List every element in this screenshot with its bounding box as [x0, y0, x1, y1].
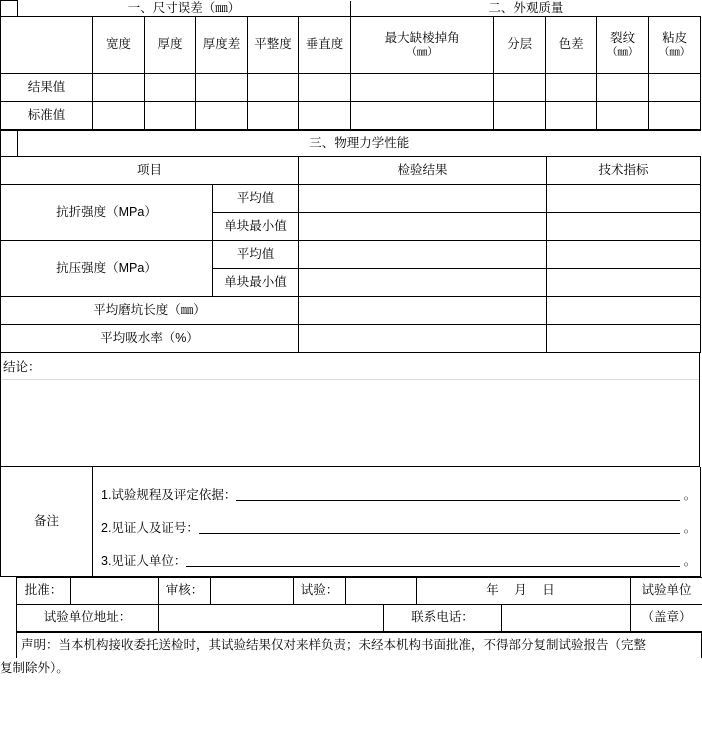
result-value-row	[1, 74, 701, 102]
remark-2-label: 2.见证人及证号：	[101, 520, 199, 535]
remarks-table	[0, 467, 701, 577]
cell-result-delamination[interactable]	[494, 74, 546, 102]
cell-standard-crack[interactable]	[597, 102, 649, 130]
mechanical-table	[0, 130, 701, 353]
row-wear-groove	[1, 297, 701, 325]
remark-2-input[interactable]	[199, 532, 680, 534]
declaration-line-2: 复制除外）。	[0, 660, 69, 675]
remarks-content	[93, 467, 701, 577]
phone-label: 联系电话：	[384, 605, 502, 632]
remark-item-1	[101, 471, 700, 504]
cell-result-crack[interactable]	[597, 74, 649, 102]
section-title-row	[1, 1, 701, 17]
spec-flexural-min[interactable]	[547, 213, 701, 241]
cell-result-max-chipping[interactable]	[351, 74, 494, 102]
cell-result-sticking[interactable]	[649, 74, 701, 102]
header-item: 项目	[1, 157, 299, 185]
phone-value[interactable]	[502, 605, 631, 632]
section-3-title: 三、物理力学性能	[18, 131, 701, 157]
standard-value-row	[1, 102, 701, 130]
remark-1-input[interactable]	[236, 499, 680, 501]
col-header-flatness: 平整度	[248, 17, 299, 74]
col-header-thickness-diff: 厚度差	[196, 17, 248, 74]
remarks-label: 备注	[1, 467, 93, 577]
row-label-standard: 标准值	[1, 102, 93, 130]
cell-result-perpendicularity[interactable]	[299, 74, 351, 102]
cell-standard-perpendicularity[interactable]	[299, 102, 351, 130]
result-compressive-min[interactable]	[299, 269, 547, 297]
result-flexural-average[interactable]	[299, 185, 547, 213]
dimension-appearance-table	[0, 0, 701, 130]
remark-2-terminator: 。	[683, 520, 697, 535]
remark-3-terminator: 。	[683, 553, 697, 568]
address-value[interactable]	[159, 605, 384, 632]
item-compressive-strength: 抗压强度（MPa）	[1, 241, 213, 297]
header-test-result: 检验结果	[299, 157, 547, 185]
approve-value[interactable]	[71, 578, 159, 605]
declaration-block	[0, 632, 702, 680]
remark-item-2	[101, 504, 700, 537]
cell-standard-color-diff[interactable]	[546, 102, 597, 130]
result-water-absorption[interactable]	[299, 325, 547, 353]
row-label-result: 结果值	[1, 74, 93, 102]
spec-water-absorption[interactable]	[547, 325, 701, 353]
cell-standard-max-chipping[interactable]	[351, 102, 494, 130]
cell-result-thickness[interactable]	[145, 74, 196, 102]
result-wear-groove[interactable]	[299, 297, 547, 325]
remark-1-label: 1.试验规程及评定依据：	[101, 487, 237, 502]
test-value[interactable]	[346, 578, 417, 605]
column-header-row	[1, 17, 701, 74]
cell-result-flatness[interactable]	[248, 74, 299, 102]
seal-label: （盖章）	[631, 605, 702, 632]
cell-result-color-diff[interactable]	[546, 74, 597, 102]
row-flexural-average	[1, 185, 701, 213]
approve-label: 批准：	[17, 578, 71, 605]
header-tech-spec: 技术指标	[547, 157, 701, 185]
review-value[interactable]	[211, 578, 294, 605]
col-header-sticking-name: 粘皮	[662, 30, 688, 45]
spec-wear-groove[interactable]	[547, 297, 701, 325]
conclusion-label: 结论：	[1, 353, 699, 380]
section-2-title: 二、外观质量	[351, 1, 701, 17]
sub-flexural-average: 平均值	[213, 185, 299, 213]
item-wear-groove-length: 平均磨坑长度（㎜）	[1, 297, 299, 325]
col-header-thickness: 厚度	[145, 17, 196, 74]
address-row	[17, 605, 702, 632]
conclusion-input[interactable]	[1, 380, 699, 466]
row-water-absorption	[1, 325, 701, 353]
col-header-max-chipping-name: 最大缺棱掉角	[384, 30, 460, 45]
remark-item-3	[101, 537, 700, 570]
spec-compressive-average[interactable]	[547, 241, 701, 269]
test-unit-label: 试验单位	[631, 578, 702, 605]
corner-cell	[1, 17, 93, 74]
sub-compressive-average: 平均值	[213, 241, 299, 269]
test-label: 试验：	[294, 578, 346, 605]
col-header-max-chipping-unit: （㎜）	[406, 46, 438, 59]
cell-standard-delamination[interactable]	[494, 102, 546, 130]
remark-3-label: 3.见证人单位：	[101, 553, 187, 568]
mechanical-header-row	[1, 157, 701, 185]
conclusion-block	[0, 353, 700, 467]
section-3-title-row	[1, 131, 701, 157]
col-header-delamination: 分层	[494, 17, 546, 74]
col-header-sticking-unit: （㎜）	[658, 46, 691, 59]
section-1-title: 一、尺寸误差（㎜）	[127, 0, 241, 15]
date-label: 年 月 日	[417, 578, 631, 605]
cell-result-width[interactable]	[93, 74, 145, 102]
sub-compressive-min: 单块最小值	[213, 269, 299, 297]
col-header-max-chipping	[351, 17, 494, 74]
row-compressive-average	[1, 241, 701, 269]
left-gutter-cell	[1, 1, 18, 17]
col-header-width: 宽度	[93, 17, 145, 74]
remark-1-terminator: 。	[683, 487, 697, 502]
sub-flexural-min: 单块最小值	[213, 213, 299, 241]
col-header-crack-name: 裂纹	[610, 30, 636, 45]
cell-result-thickness-diff[interactable]	[196, 74, 248, 102]
cell-standard-sticking[interactable]	[649, 102, 701, 130]
result-compressive-average[interactable]	[299, 241, 547, 269]
cell-standard-thickness[interactable]	[145, 102, 196, 130]
col-header-crack-unit: （㎜）	[606, 46, 639, 59]
col-header-crack	[597, 17, 649, 74]
item-water-absorption: 平均吸水率（%）	[1, 325, 299, 353]
cell-standard-flatness[interactable]	[248, 102, 299, 130]
signature-row	[17, 578, 702, 605]
left-gutter-cell-3	[1, 131, 18, 157]
remarks-row	[1, 467, 701, 577]
col-header-sticking	[649, 17, 701, 74]
col-header-color-diff: 色差	[546, 17, 597, 74]
declaration-line-1: 声明：当本机构接收委托送检时，其试验结果仅对来样负责；未经本机构书面批准，不得部分复制试验报告（完整	[16, 632, 702, 657]
signature-table	[16, 577, 702, 632]
cell-standard-thickness-diff[interactable]	[196, 102, 248, 130]
col-header-perpendicularity: 垂直度	[299, 17, 351, 74]
spec-flexural-average[interactable]	[547, 185, 701, 213]
spec-compressive-min[interactable]	[547, 269, 701, 297]
address-label: 试验单位地址：	[17, 605, 159, 632]
result-flexural-min[interactable]	[299, 213, 547, 241]
remark-3-input[interactable]	[186, 565, 680, 567]
review-label: 审核：	[159, 578, 211, 605]
cell-standard-width[interactable]	[93, 102, 145, 130]
item-flexural-strength: 抗折强度（MPa）	[1, 185, 213, 241]
